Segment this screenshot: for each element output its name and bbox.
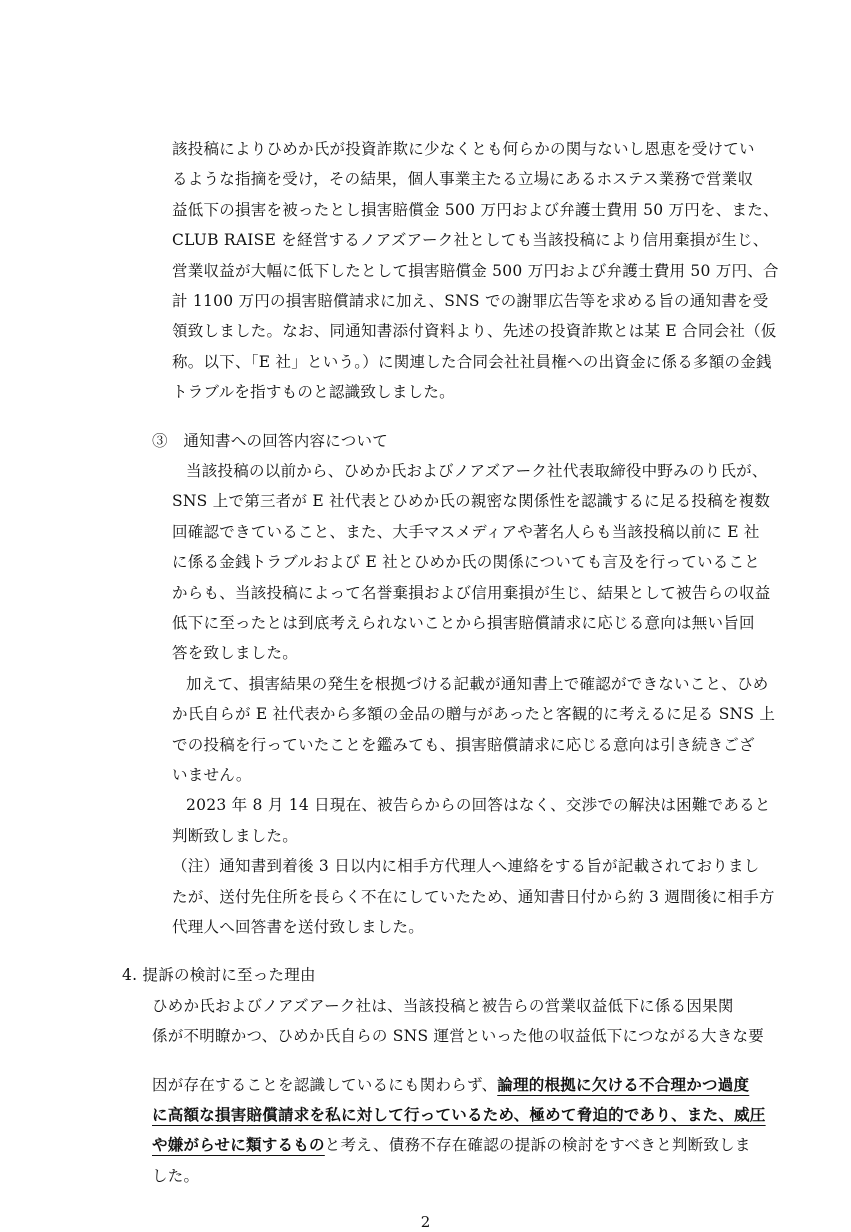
text-line	[152, 1166, 199, 1186]
text-line: ひめか氏およびノアズアーク社は、当該投稿と被告らの営業収益低下に係る因果関	[152, 997, 734, 1015]
text-line	[152, 1135, 751, 1155]
text-line: 営業収益が大幅に低下したとして損害賠償金 500 万円および弁護士費用 50 万円、合	[172, 262, 779, 280]
note-line: たが、送付先住所を長らく不在にしていたため、通知書日付から約 3 週間後に相手方	[172, 888, 775, 906]
note-line: 代理人へ回答書を送付致しました。	[172, 918, 425, 936]
text-line: に係る金銭トラブルおよび E 社とひめか氏の関係についても言及を行っていること	[172, 553, 760, 571]
page-number: 2	[420, 1213, 431, 1231]
plain-text: と考え、債務不存在確認の提訴の検討をすべきと判断致しま	[324, 1136, 751, 1154]
text-line: いません。	[172, 766, 252, 784]
text-line: 領致しました。なお、同通知書添付資料より、先述の投資詐欺とは某 E 合同会社（仮	[172, 322, 777, 340]
section-3-heading: ③ 通知書への回答内容について	[152, 432, 388, 450]
text-line	[152, 1105, 766, 1125]
text-line: での投稿を行っていたことを鑑みても、損害賠償請求に応じる意向は引き続きござ	[172, 736, 755, 754]
text-line: 計 1100 万円の損害賠償請求に加え、SNS での謝罪広告等を求める旨の通知書を受	[172, 292, 769, 310]
emphasized-text: に高額な損害賠償請求を私に対して行っているため、極めて脅迫的であり、また、威圧	[152, 1105, 766, 1124]
note-line: （注）通知書到着後 3 日以内に相手方代理人へ連絡をする旨が記載されておりまし	[172, 857, 760, 875]
plain-text: 因が存在することを認識しているにも関わらず、	[152, 1076, 498, 1094]
text-line: からも、当該投稿によって名誉棄損および信用棄損が生じ、結果として被告らの収益	[172, 584, 771, 602]
text-line: 益低下の損害を被ったとし損害賠償金 500 万円および弁護士費用 50 万円を、また、	[172, 201, 779, 219]
text-line: トラブルを指すものと認識致しました。	[172, 383, 455, 401]
text-line: るような指摘を受け，その結果，個人事業主たる立場にあるホステス業務で営業収	[172, 170, 754, 188]
text-line: SNS 上で第三者が E 社代表とひめか氏の親密な関係性を認識するに足る投稿を複数	[172, 492, 771, 510]
text-line: 係が不明瞭かつ、ひめか氏自らの SNS 運営といった他の収益低下につながる大きな要	[152, 1027, 764, 1045]
text-line: 当該投稿の以前から、ひめか氏およびノアズアーク社代表取締役中野みのり氏が、	[186, 462, 768, 480]
text-line	[152, 1075, 749, 1095]
text-line: 称。以下、「E 社」という。）に関連した合同会社社員権への出資金に係る多額の金銭	[172, 353, 772, 371]
text-line: 該投稿によりひめか氏が投資詐欺に少なくとも何らかの関与ないし恩恵を受けてい	[172, 140, 755, 158]
text-line: 判断致しました。	[172, 827, 299, 845]
emphasized-text: 論理的根拠に欠ける不合理かつ過度	[497, 1075, 750, 1094]
text-line: 答を致しました。	[172, 644, 299, 662]
text-line: か氏自らが E 社代表から多額の金品の贈与があったと客観的に考えるに足る SNS 上	[172, 705, 776, 723]
text-line: CLUB RAISE を経営するノアズアーク社としても当該投稿により信用棄損が生じ、	[172, 231, 769, 249]
text-line: 低下に至ったとは到底考えられないことから損害賠償請求に応じる意向は無い旨回	[172, 614, 755, 632]
text-line: 回確認できていること、また、大手マスメディアや著名人らも当該投稿以前に E 社	[172, 523, 760, 541]
text-line: 2023 年 8 月 14 日現在、被告らからの回答はなく、交渉での解決は困難であると	[186, 796, 771, 814]
plain-text: した。	[152, 1167, 200, 1185]
text-line: 加えて、損害結果の発生を根拠づける記載が通知書上で確認ができないこと、ひめ	[186, 675, 769, 693]
emphasized-text: や嫌がらせに類するもの	[152, 1135, 325, 1154]
section-4-heading: 4. 提訴の検討に至った理由	[122, 966, 316, 984]
